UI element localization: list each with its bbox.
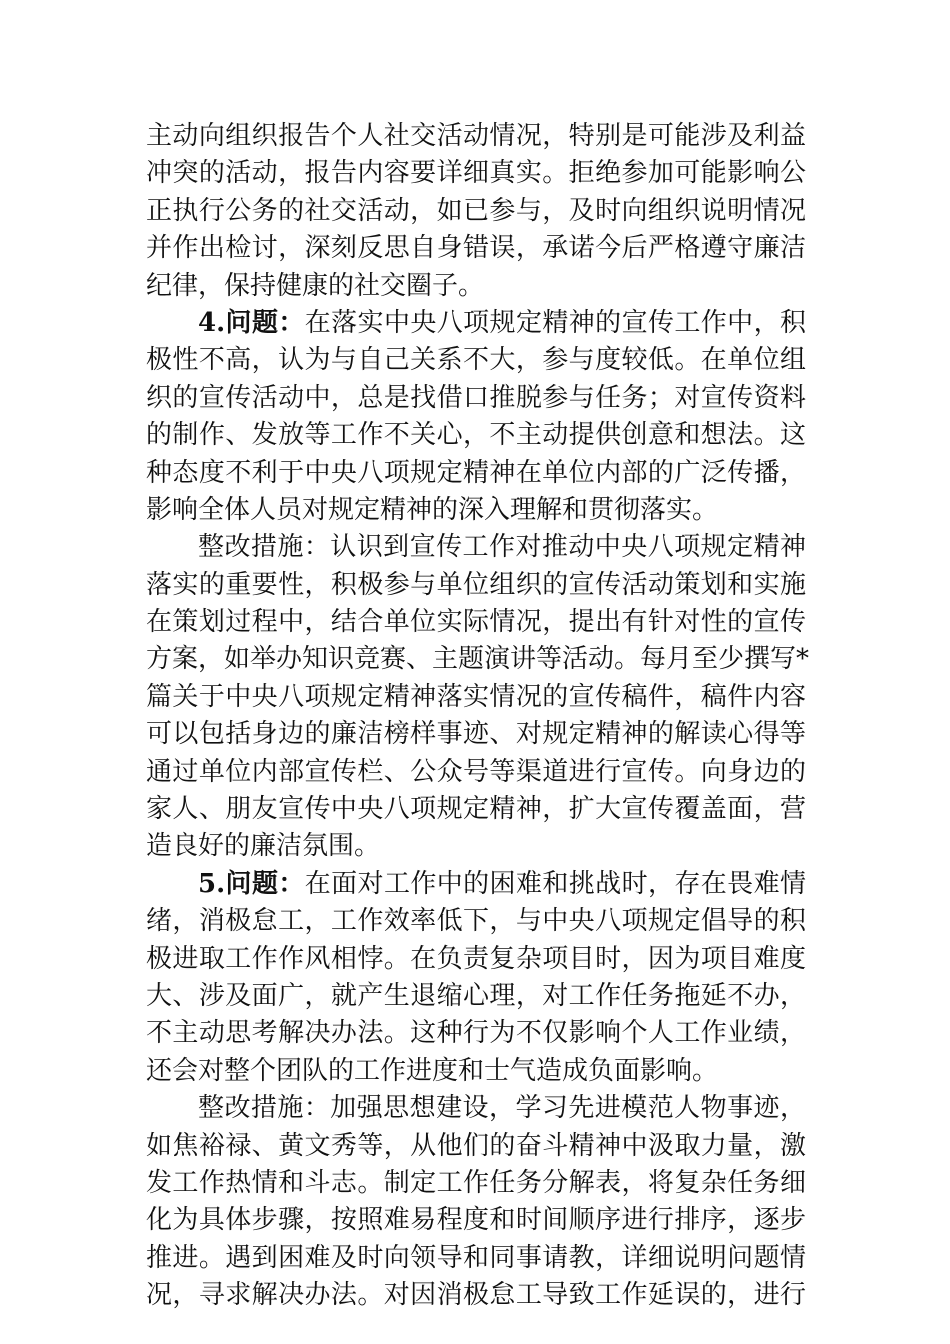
- text-line: 织的宣传活动中，总是找借口推脱参与任务；对宣传资料: [146, 382, 806, 413]
- text-line: 通过单位内部宣传栏、公众号等渠道进行宣传。向身边的: [146, 756, 806, 787]
- issue-text: 在落实中央八项规定精神的宣传工作中，积: [304, 307, 806, 338]
- paragraph-issue-5: [146, 866, 806, 1090]
- text-line: 推进。遇到困难及时向领导和同事请教，详细说明问题情: [146, 1242, 806, 1273]
- text-line: 并作出检讨，深刻反思自身错误，承诺今后严格遵守廉洁: [146, 233, 806, 264]
- paragraph-social-report: [146, 118, 806, 305]
- issue-label: 4.问题：: [198, 307, 305, 338]
- paragraph-remedy-5: [146, 1090, 806, 1314]
- text-line: 落实的重要性，积极参与单位组织的宣传活动策划和实施: [146, 569, 806, 600]
- text-line: 正执行公务的社交活动，如已参与，及时向组织说明情况: [146, 195, 806, 226]
- text-line: 的制作、发放等工作不关心，不主动提供创意和想法。这: [146, 420, 806, 451]
- text-line: 方案，如举办知识竞赛、主题演讲等活动。每月至少撰写*: [146, 644, 810, 675]
- text-line: 在策划过程中，结合单位实际情况，提出有针对性的宣传: [146, 607, 806, 638]
- text-line: 况，寻求解决办法。对因消极怠工导致工作延误的，进行: [146, 1280, 806, 1311]
- text-line: 极性不高，认为与自己关系不大，参与度较低。在单位组: [146, 345, 806, 376]
- text-line: 种态度不利于中央八项规定精神在单位内部的广泛传播，: [146, 457, 806, 488]
- text-line: 造良好的廉洁氛围。: [146, 831, 381, 862]
- text-line: 纪律，保持健康的社交圈子。: [146, 270, 485, 301]
- text-line: 整改措施：认识到宣传工作对推动中央八项规定精神: [198, 532, 806, 563]
- issue-label: 5.问题：: [198, 868, 305, 899]
- text-line: 家人、朋友宣传中央八项规定精神，扩大宣传覆盖面，营: [146, 794, 806, 825]
- paragraph-remedy-4: [146, 529, 810, 866]
- text-line: 影响全体人员对规定精神的深入理解和贯彻落实。: [146, 494, 719, 525]
- text-line: 可以包括身边的廉洁榜样事迹、对规定精神的解读心得等: [146, 719, 806, 750]
- text-line: [146, 866, 806, 903]
- text-line: [146, 305, 806, 342]
- text-line: 大、涉及面广，就产生退缩心理，对工作任务拖延不办，: [146, 980, 806, 1011]
- text-line: 整改措施：加强思想建设，学习先进模范人物事迹，: [198, 1093, 806, 1124]
- text-line: 绪，消极怠工，工作效率低下，与中央八项规定倡导的积: [146, 906, 806, 937]
- text-line: 化为具体步骤，按照难易程度和时间顺序进行排序，逐步: [146, 1205, 806, 1236]
- text-line: 如焦裕禄、黄文秀等，从他们的奋斗精神中汲取力量，激: [146, 1130, 806, 1161]
- text-line: 极进取工作作风相悖。在负责复杂项目时，因为项目难度: [146, 943, 806, 974]
- paragraph-issue-4: [146, 305, 806, 529]
- text-line: 发工作热情和斗志。制定工作任务分解表，将复杂任务细: [146, 1167, 806, 1198]
- text-line: 不主动思考解决办法。这种行为不仅影响个人工作业绩，: [146, 1018, 806, 1049]
- text-line: 还会对整个团队的工作进度和士气造成负面影响。: [146, 1055, 719, 1086]
- text-line: 冲突的活动，报告内容要详细真实。拒绝参加可能影响公: [146, 158, 806, 189]
- text-line: 篇关于中央八项规定精神落实情况的宣传稿件，稿件内容: [146, 681, 806, 712]
- text-line: 主动向组织报告个人社交活动情况，特别是可能涉及利益: [146, 121, 806, 151]
- issue-text: 在面对工作中的困难和挑战时，存在畏难情: [304, 868, 806, 899]
- document-body: [146, 118, 810, 1315]
